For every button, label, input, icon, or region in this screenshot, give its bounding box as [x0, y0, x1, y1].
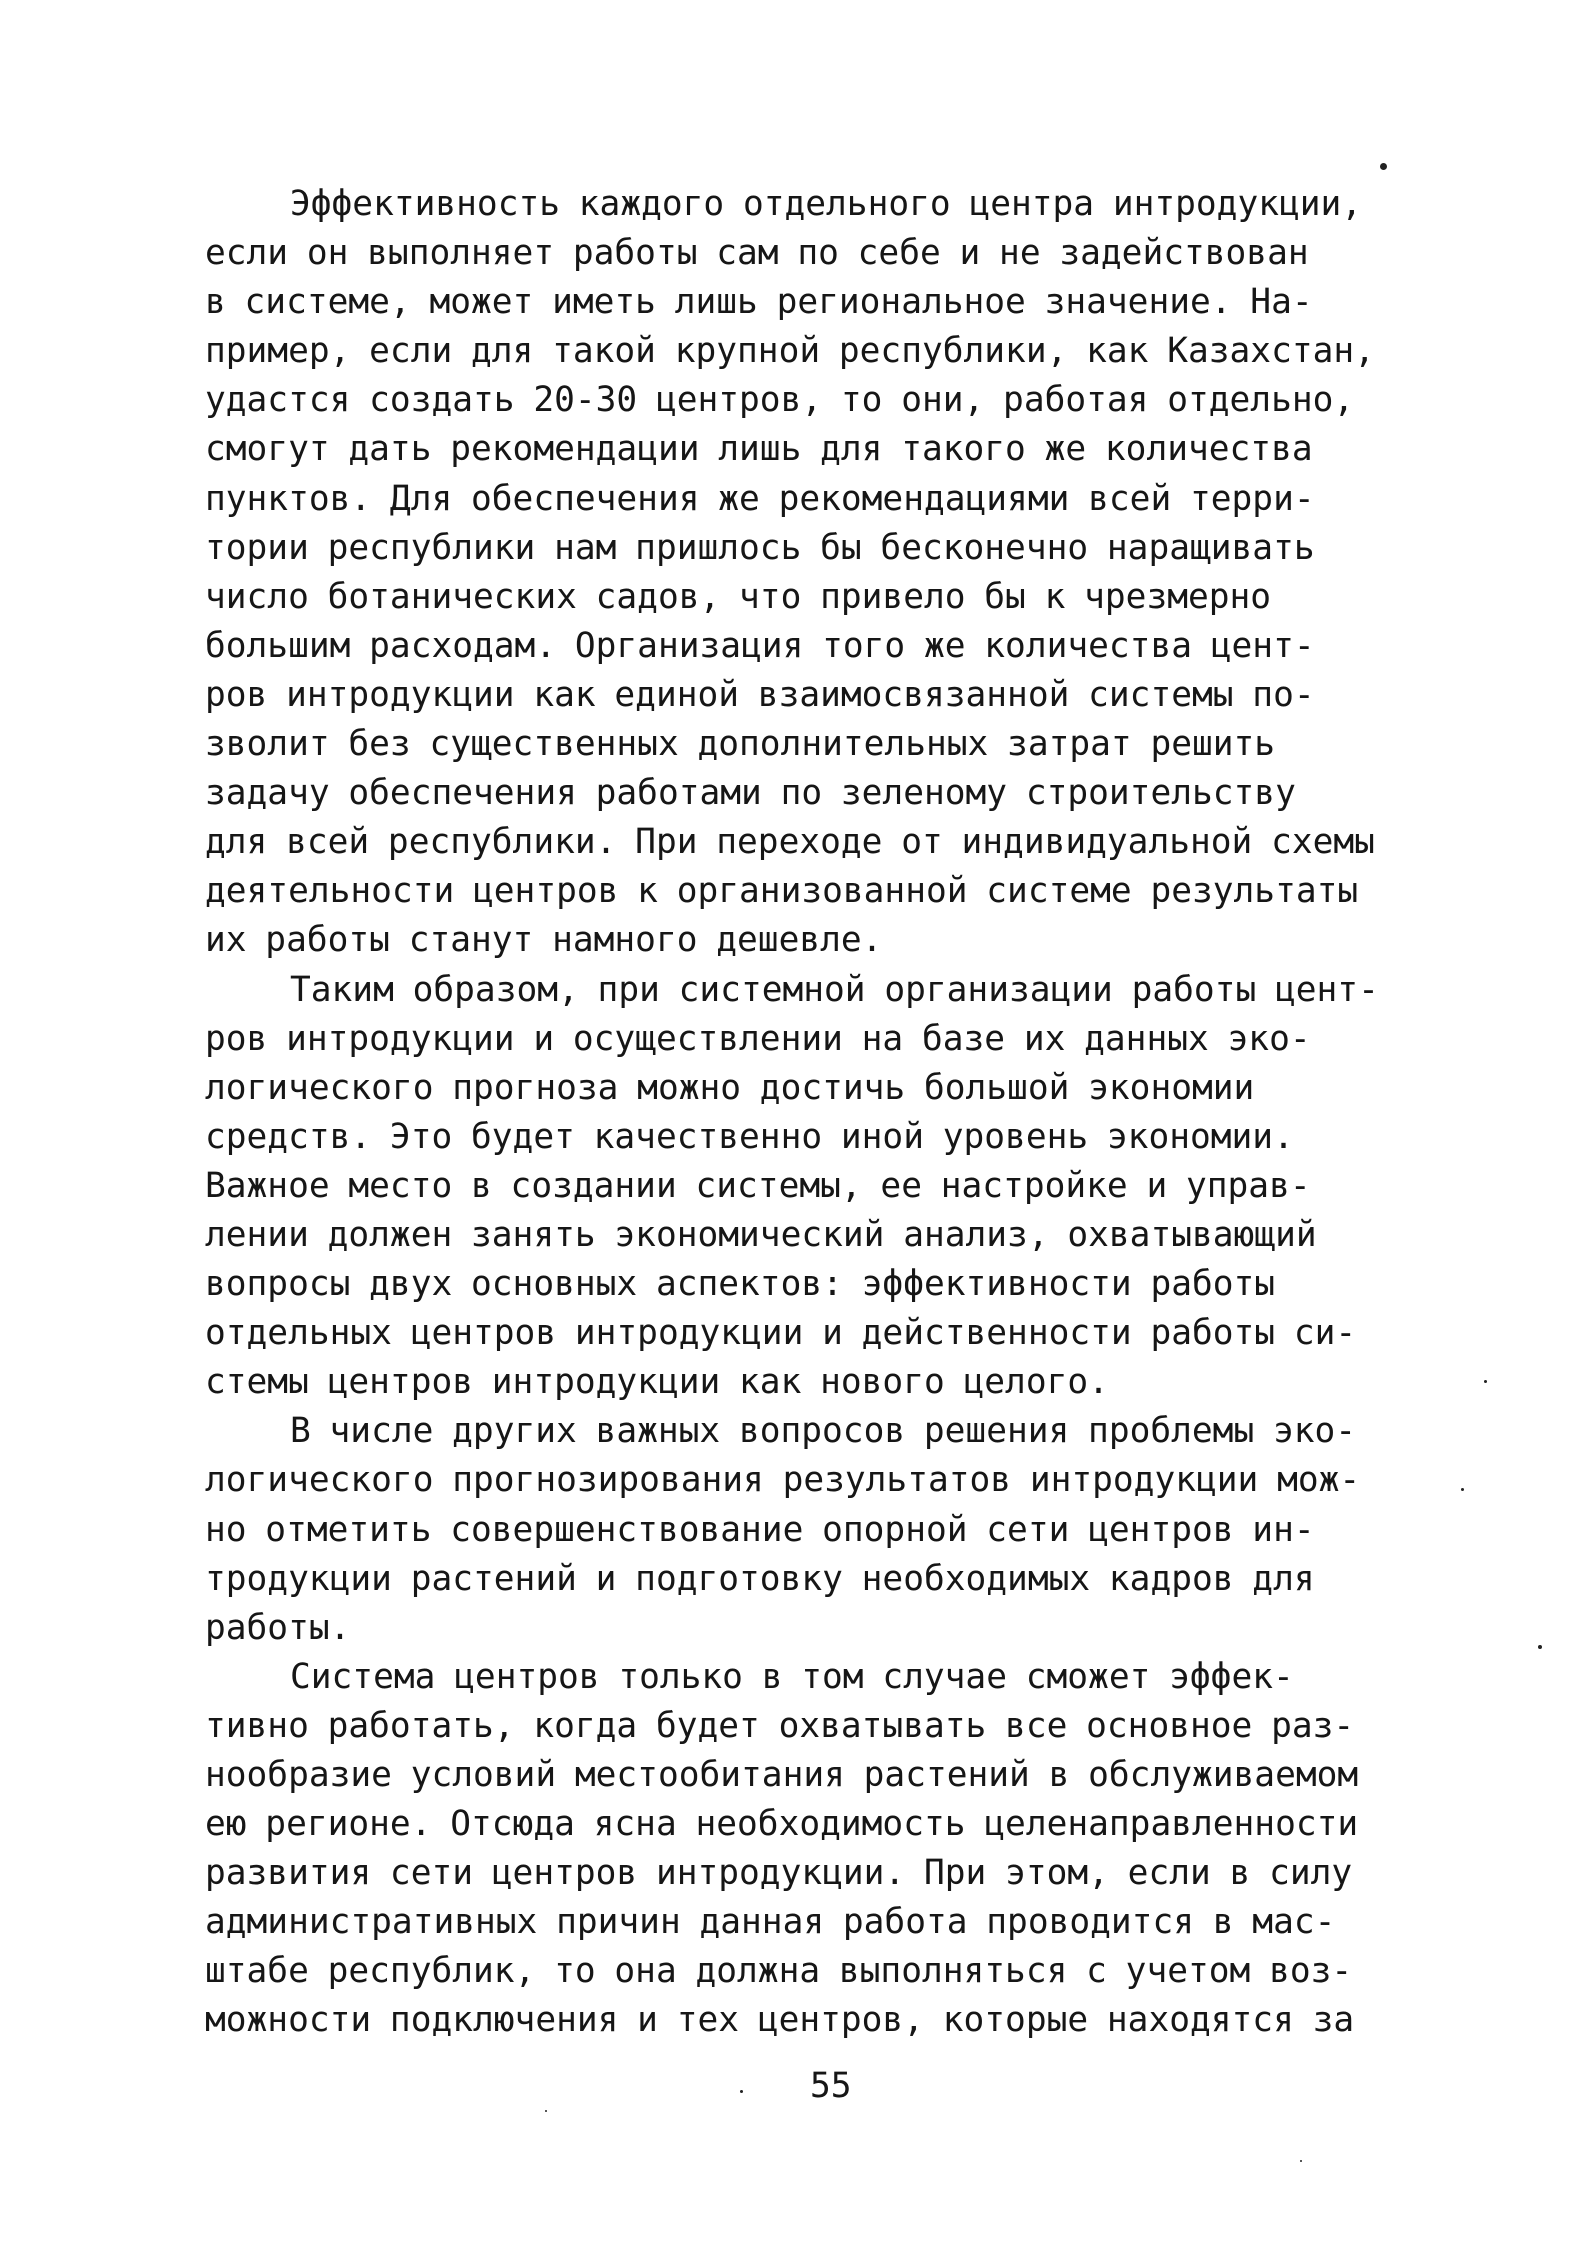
scan-speck — [1461, 1488, 1464, 1491]
paragraph-2 — [205, 966, 1520, 1408]
text-line: смогут дать рекомендации лишь для такого же количества — [205, 429, 1313, 470]
text-line: нообразие условий местообитания растений в обслуживаемом — [205, 1755, 1359, 1795]
scan-speck — [1380, 163, 1387, 170]
text-line: административных причин данная работа проводится в мас- — [205, 1902, 1336, 1943]
text-line: логического прогноза можно достичь большой экономии — [205, 1067, 1255, 1108]
text-line: Система центров только в том случае сможет эффек- — [290, 1656, 1294, 1697]
text-line: ров интродукции как единой взаимосвязанной системы по- — [205, 674, 1315, 715]
text-line: Эффективность каждого отдельного центра интродукции, — [290, 184, 1363, 224]
text-line: можности подключения и тех центров, которые находятся за — [205, 2000, 1355, 2041]
text-line: лении должен занять экономический анализ, охватывающий — [205, 1214, 1317, 1255]
paragraph-4 — [205, 1653, 1520, 2046]
text-line: тории республики нам пришлось бы бесконечно наращивать — [205, 527, 1315, 568]
scan-speck — [545, 2110, 547, 2112]
text-line: число ботанических садов, что привело бы к чрезмерно — [205, 576, 1272, 617]
text-line: в системе, может иметь лишь региональное значение. На- — [205, 282, 1313, 323]
text-line: для всей республики. При переходе от индивидуальной схемы — [205, 822, 1375, 863]
text-line: средств. Это будет качественно иной уровень экономии. — [205, 1116, 1294, 1157]
text-line: логического прогнозирования результатов интродукции мож- — [205, 1460, 1361, 1501]
text-line: работы. — [205, 1607, 351, 1648]
text-line: Важное место в создании системы, ее настройке и управ- — [205, 1165, 1311, 1206]
text-line: ров интродукции и осуществлении на базе их данных эко- — [205, 1018, 1311, 1059]
scan-speck — [1484, 1380, 1487, 1383]
text-line: удастся создать 20-30 центров, то они, работая отдельно, — [205, 380, 1355, 421]
page-number: 55 — [810, 2066, 852, 2106]
paragraph-3 — [205, 1407, 1520, 1652]
text-line: деятельности центров к организованной системе результаты — [205, 871, 1359, 912]
text-line: большим расходам. Организация того же количества цент- — [205, 625, 1315, 666]
text-line: отдельных центров интродукции и действенности работы си- — [205, 1313, 1357, 1354]
text-line: но отметить совершенствование опорной сети центров ин- — [205, 1509, 1315, 1550]
text-line: пунктов. Для обеспечения же рекомендациями всей терри- — [205, 478, 1315, 519]
text-line: зволит без существенных дополнительных затрат решить — [205, 724, 1276, 765]
text-line: задачу обеспечения работами по зеленому строительству — [205, 773, 1296, 814]
text-line: пример, если для такой крупной республики, как Казахстан, — [205, 331, 1375, 372]
text-line: штабе республик, то она должна выполняться с учетом воз- — [205, 1951, 1353, 1992]
scan-speck — [740, 2090, 743, 2093]
text-line: тродукции растений и подготовку необходимых кадров для — [205, 1558, 1315, 1599]
text-line: их работы станут намного дешевле. — [205, 920, 883, 961]
scan-speck — [1300, 2160, 1302, 2162]
text-line: тивно работать, когда будет охватывать все основное раз- — [205, 1705, 1355, 1746]
text-line: стемы центров интродукции как нового целого. — [205, 1362, 1109, 1403]
text-line: вопросы двух основных аспектов: эффективности работы — [205, 1264, 1276, 1305]
body-text — [205, 180, 1520, 2046]
text-line: В числе других важных вопросов решения проблемы эко- — [290, 1411, 1357, 1452]
text-line: Таким образом, при системной организации работы цент- — [290, 969, 1379, 1010]
scan-speck — [1538, 1645, 1542, 1649]
text-line: если он выполняет работы сам по себе и не задействован — [205, 233, 1309, 274]
text-line: развития сети центров интродукции. При этом, если в силу — [205, 1853, 1353, 1894]
paragraph-1 — [205, 180, 1520, 966]
text-line: ею регионе. Отсюда ясна необходимость целенаправленности — [205, 1804, 1359, 1845]
